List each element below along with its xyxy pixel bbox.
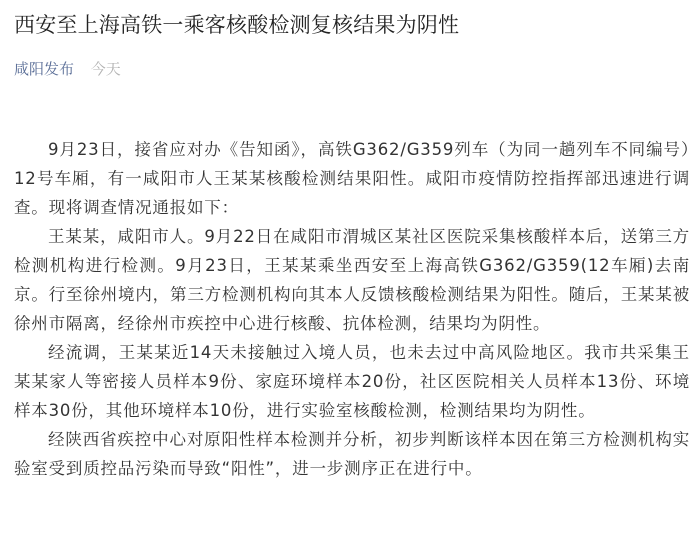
paragraph-3: 经流调，王某某近14天未接触过入境人员，也未去过中高风险地区。我市共采集王某某家人等密接人员样本9份、家庭环境样本20份，社区医院相关人员样本13份、环境样本30份，其他环境样本10份，进行实验室核酸检测，检测结果均为阴性。: [14, 343, 690, 420]
paragraph-2: 王某某，咸阳市人。9月22日在咸阳市渭城区某社区医院采集核酸样本后，送第三方检测机构进行检测。9月23日，王某某乘坐西安至上海高铁G362/G359(12车厢)去南京。行至徐州境内，第三方检测机构向其本人反馈核酸检测结果为阳性。随后，王某某被徐州市隔离，经徐州市疾控中心进行核酸、抗体检测，结果均为阴性。: [14, 227, 690, 333]
paragraph-1: 9月23日，接省应对办《告知函》，高铁G362/G359列车（为同一趟列车不同编号）12号车厢，有一咸阳市人王某某核酸检测结果阳性。咸阳市疫情防控指挥部迅速进行调查。现将调查情况通报如下：: [14, 140, 690, 217]
article-body: [14, 135, 690, 483]
article-title: 西安至上海高铁一乘客核酸检测复核结果为阴性: [14, 13, 460, 37]
publish-date: 今天: [90, 60, 121, 78]
article-header: [14, 8, 690, 80]
paragraph-4: 经陕西省疾控中心对原阳性样本检测并分析，初步判断该样本因在第三方检测机构实验室受到质控品污染而导致“阳性”，进一步测序正在进行中。: [14, 430, 690, 478]
article-meta: [14, 58, 690, 80]
author-link[interactable]: 咸阳发布: [14, 60, 75, 78]
